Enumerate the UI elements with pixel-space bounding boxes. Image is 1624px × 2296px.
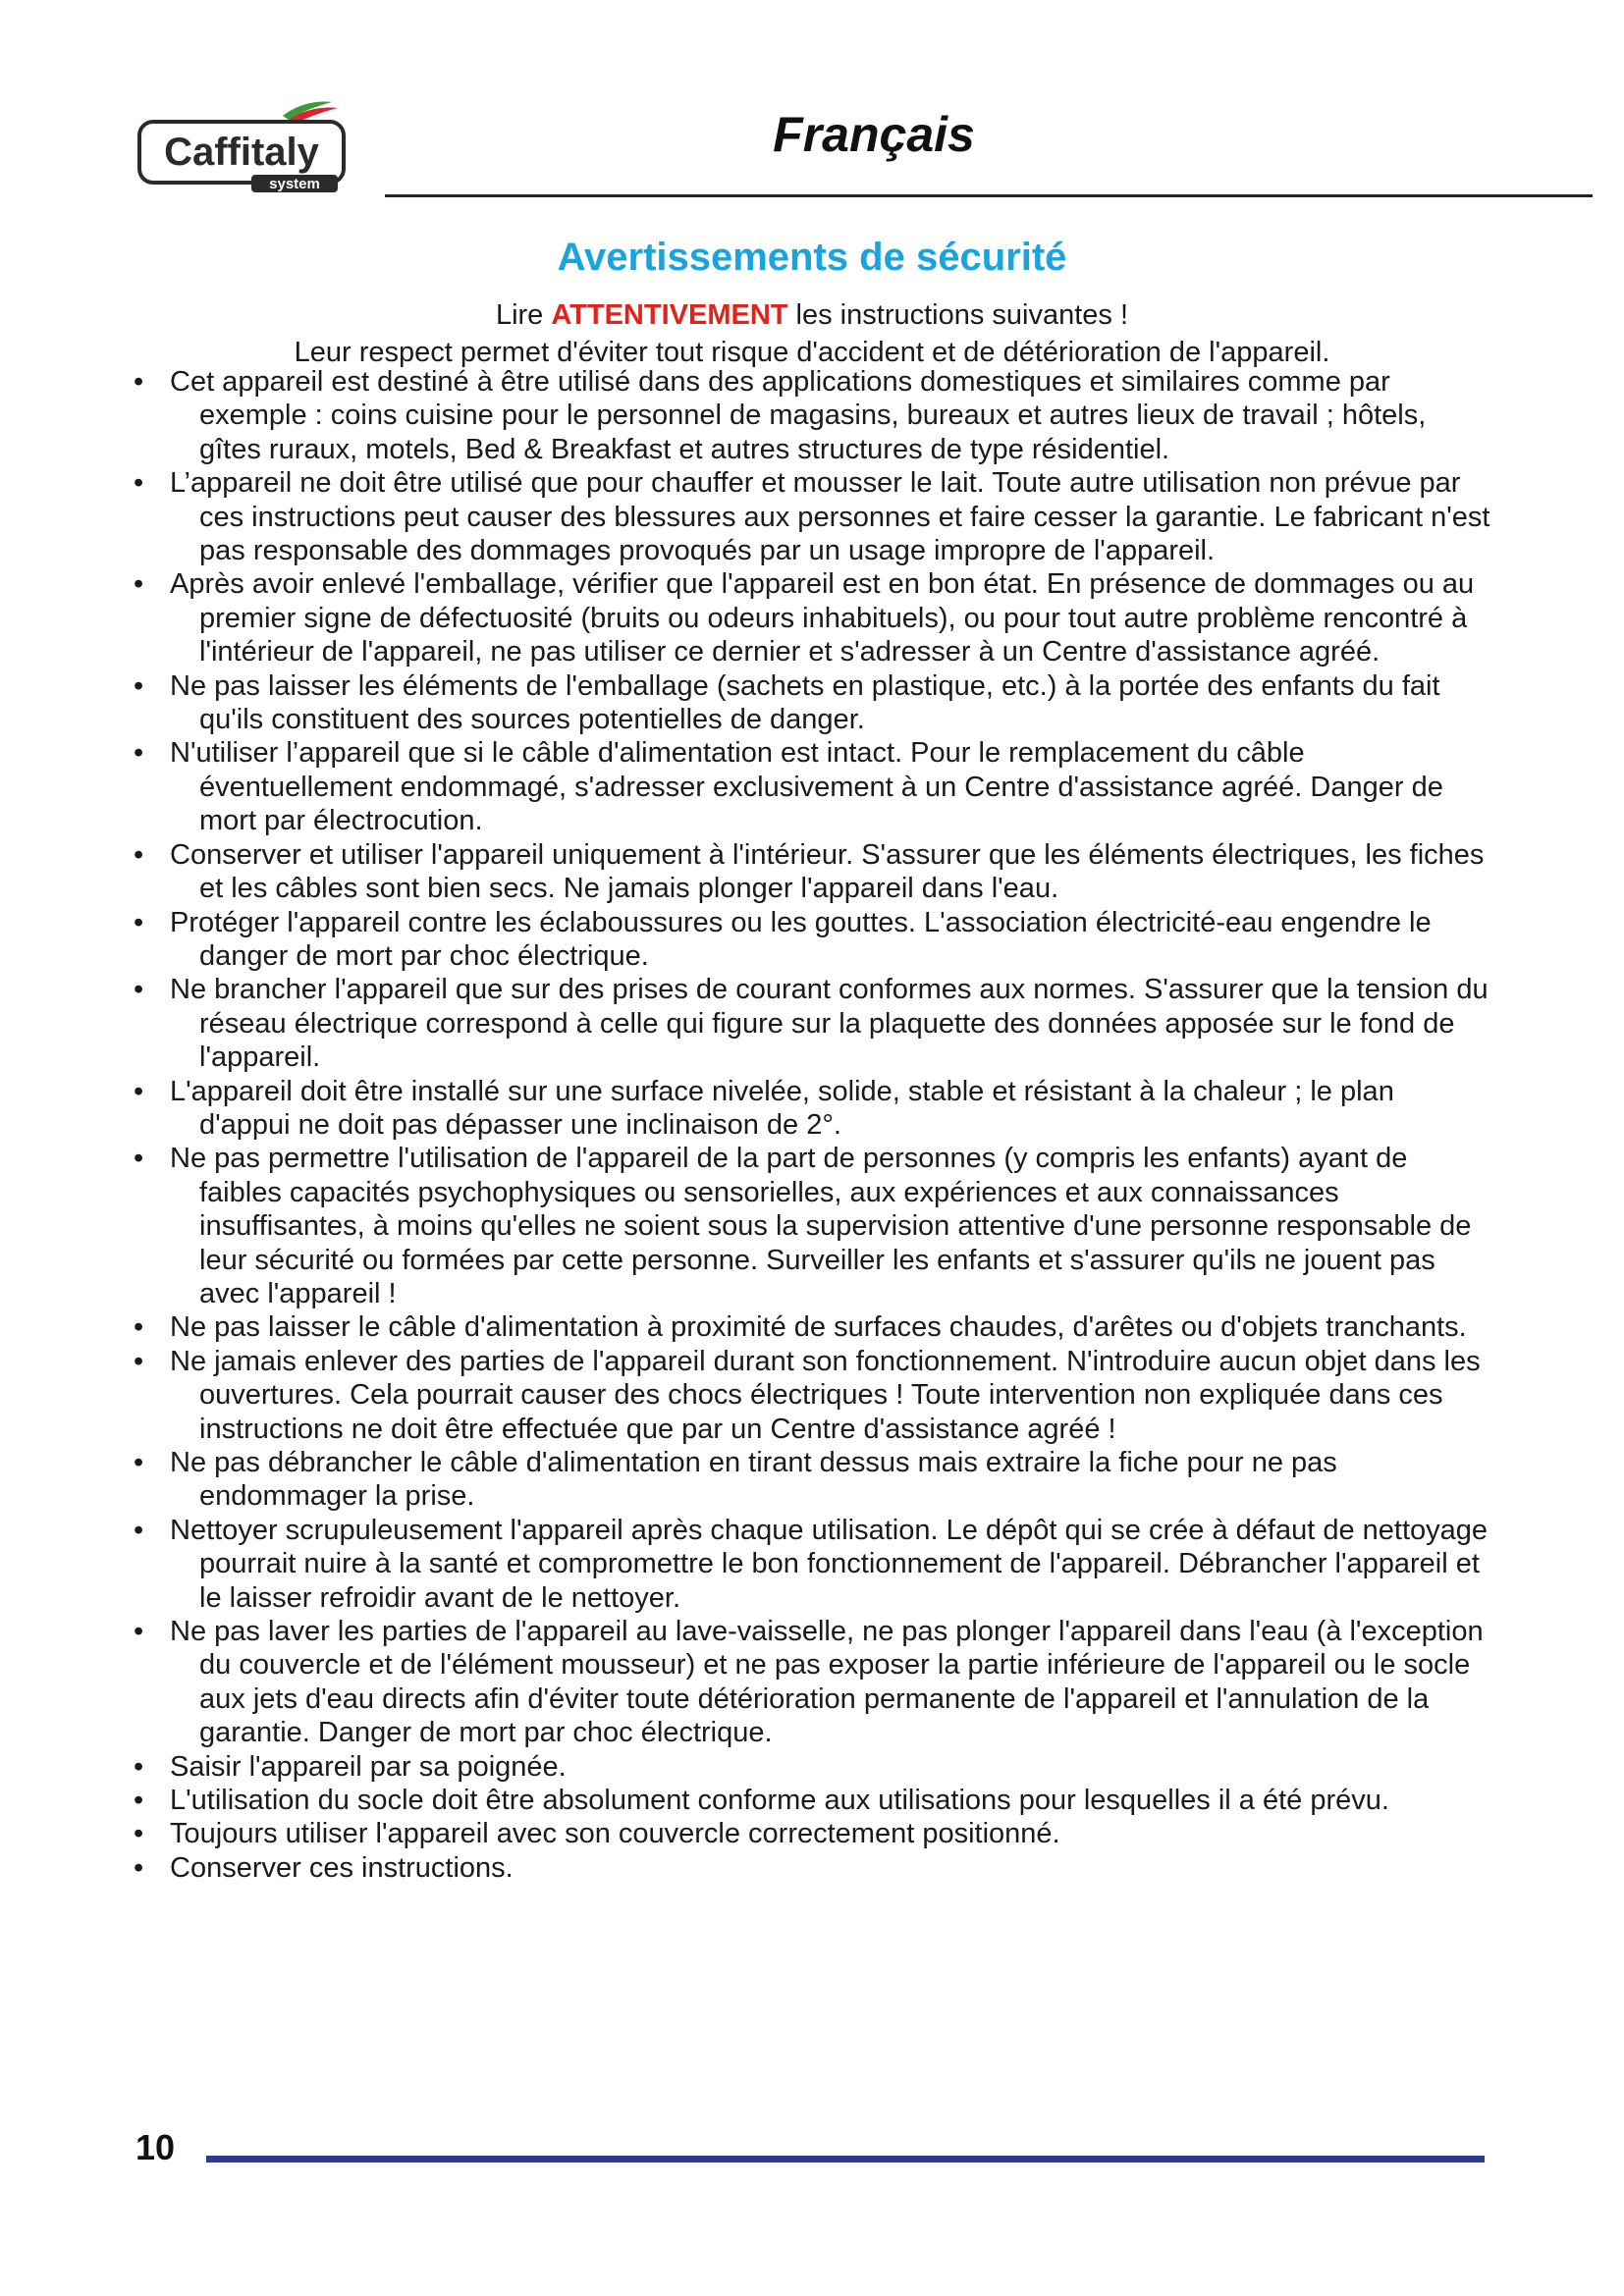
warning-item <box>135 1615 1490 1750</box>
bullet-icon: • <box>134 467 144 500</box>
bullet-icon: • <box>134 737 144 770</box>
logo-graphic <box>135 98 353 192</box>
warning-item <box>135 365 1490 466</box>
bullet-icon: • <box>134 1818 144 1850</box>
warning-item <box>135 669 1490 737</box>
warning-text: Conserver et utiliser l'appareil uniquement à l'intérieur. S'assurer que les éléments électriques, les fiches et les câbles sont bien secs. Ne jamais plonger l'appareil dans l'eau. <box>170 838 1485 905</box>
warning-text: Toujours utiliser l'appareil avec son couvercle correctement positionné. <box>170 1818 1060 1850</box>
header-divider <box>385 194 1593 197</box>
intro-suffix: les instructions suivantes ! <box>787 299 1129 331</box>
logo-brand-text: Caffitaly <box>164 131 319 174</box>
warning-item <box>135 906 1490 974</box>
warning-item <box>135 1750 1490 1784</box>
warning-text: Ne pas laver les parties de l'appareil au lave-vaisselle, ne pas plonger l'appareil dans l'eau (à l'exception du couvercle et de l'élément mousseur) et ne pas exposer la partie inférieure de l'appareil ou le socle aux jets d'eau directs afin d'éviter toute détérioration permanente de l'appareil et l'annulation de la garantie. Danger de mort par choc électrique. <box>170 1616 1484 1749</box>
page-number: 10 <box>135 2127 176 2167</box>
language-title: Français <box>773 107 975 162</box>
bullet-icon: • <box>134 1345 144 1377</box>
warning-text: Ne jamais enlever des parties de l'appareil durant son fonctionnement. N'introduire aucun objet dans les ouvertures. Cela pourrait causer des chocs électriques ! Toute intervention non expliquée dans ces instructions ne doit être effectuée que par un Centre d'assistance agréé ! <box>170 1345 1481 1445</box>
warning-item <box>135 1851 1490 1885</box>
warning-text: Ne pas permettre l'utilisation de l'appareil de la part de personnes (y compris les enfants) ayant de faibles capacités psychophysiques ou sensorielles, aux expériences et aux connaissances insuffisantes, à moins qu'elles ne soient sous la supervision attentive d'une personne responsable de leur sécurité ou formées par cette personne. Surveiller les enfants et s'assurer qu'ils ne jouent pas avec l'appareil ! <box>170 1143 1472 1309</box>
warning-item <box>135 1784 1490 1817</box>
logo-tagline-text: system <box>269 176 320 192</box>
bullet-icon: • <box>134 1311 144 1344</box>
warning-item <box>135 1514 1490 1615</box>
section-title: Avertissements de sécurité <box>557 236 1067 279</box>
warning-text: Protéger l'appareil contre les éclaboussures ou les gouttes. L'association électricité-eau engendre le danger de mort par choc électrique. <box>170 906 1432 972</box>
bullet-icon: • <box>134 366 144 398</box>
warning-text: Cet appareil est destiné à être utilisé dans des applications domestiques et similaires comme par exemple : coins cuisine pour le personnel de magasins, bureaux et autres lieux de travail ; hôtels, gîtes ruraux, motels, Bed & Breakfast et autres structures de type résidentiel. <box>170 366 1427 465</box>
bullet-icon: • <box>134 1616 144 1648</box>
warning-text: L'appareil doit être installé sur une surface nivelée, solide, stable et résistant à la chaleur ; le plan d'appui ne doit pas dépasser une inclinaison de 2°. <box>170 1075 1394 1141</box>
warning-text: Ne brancher l'appareil que sur des prises de courant conformes aux normes. S'assurer que la tension du réseau électrique correspond à celle qui figure sur la plaquette des données apposée sur le fond de l'appareil. <box>170 974 1489 1074</box>
bullet-icon: • <box>134 1514 144 1546</box>
bullet-icon: • <box>134 906 144 938</box>
warnings-list <box>135 365 1490 1885</box>
bullet-icon: • <box>134 974 144 1006</box>
warning-text: Conserver ces instructions. <box>170 1851 514 1884</box>
intro-line-2: Leur respect permet d'éviter tout risque d'accident et de détérioration de l'appareil. <box>294 337 1330 368</box>
caffitaly-logo <box>135 98 353 192</box>
bullet-icon: • <box>134 1075 144 1107</box>
warning-item <box>135 1075 1490 1143</box>
warning-text: Ne pas débrancher le câble d'alimentation en tirant dessus mais extraire la fiche pour ne pas endommager la prise. <box>170 1447 1337 1513</box>
warning-item <box>135 1345 1490 1446</box>
bullet-icon: • <box>134 1447 144 1478</box>
warning-item <box>135 973 1490 1074</box>
warning-item <box>135 1142 1490 1310</box>
bullet-icon: • <box>134 568 144 601</box>
warning-text: N'utiliser l’appareil que si le câble d'alimentation est intact. Pour le remplacement du câble éventuellement endommagé, s'adresser exclusivement à un Centre d'assistance agréé. Danger de mort par électrocution. <box>170 737 1443 837</box>
warning-text: L'utilisation du socle doit être absolument conforme aux utilisations pour lesquelles il a été prévu. <box>170 1785 1389 1817</box>
warning-text: Saisir l'appareil par sa poignée. <box>170 1750 567 1783</box>
warning-text: Après avoir enlevé l'emballage, vérifier que l'appareil est en bon état. En présence de dommages ou au premier signe de défectuosité (bruits ou odeurs inhabituels), ou pour tout autre problème rencontré à l'intérieur de l'appareil, ne pas utiliser ce dernier et s'adresser à un Centre d'assistance agréé. <box>170 568 1475 668</box>
warning-item <box>135 1817 1490 1850</box>
bullet-icon: • <box>134 669 144 702</box>
warning-text: Ne pas laisser les éléments de l'emballage (sachets en plastique, etc.) à la portée des enfants du fait qu'ils constituent des sources potentielles de danger. <box>170 669 1440 736</box>
intro-line-1 <box>0 297 1624 333</box>
warning-item <box>135 567 1490 668</box>
footer-divider <box>206 2156 1485 2163</box>
bullet-icon: • <box>134 838 144 871</box>
warning-item <box>135 838 1490 906</box>
bullet-icon: • <box>134 1785 144 1817</box>
intro-emphasis: ATTENTIVEMENT <box>551 299 788 331</box>
warning-item <box>135 736 1490 837</box>
intro-prefix: Lire <box>495 299 552 331</box>
warning-item <box>135 1310 1490 1344</box>
warning-text: Nettoyer scrupuleusement l'appareil après chaque utilisation. Le dépôt qui se crée à défaut de nettoyage pourrait nuire à la santé et compromettre le bon fonctionnement de l'appareil. Débrancher l'appareil et le laisser refroidir avant de le nettoyer. <box>170 1514 1489 1614</box>
warning-text: L’appareil ne doit être utilisé que pour chauffer et mousser le lait. Toute autre utilisation non prévue par ces instructions peut causer des blessures aux personnes et faire cesser la garantie. Le fabricant n'est pas responsable des dommages provoqués par un usage impropre de l'appareil. <box>170 467 1490 567</box>
warning-item <box>135 1446 1490 1514</box>
bullet-icon: • <box>134 1143 144 1175</box>
warning-item <box>135 466 1490 567</box>
warning-text: Ne pas laisser le câble d'alimentation à proximité de surfaces chaudes, d'arêtes ou d'objets tranchants. <box>170 1311 1467 1344</box>
bullet-icon: • <box>134 1750 144 1783</box>
bullet-icon: • <box>134 1851 144 1884</box>
